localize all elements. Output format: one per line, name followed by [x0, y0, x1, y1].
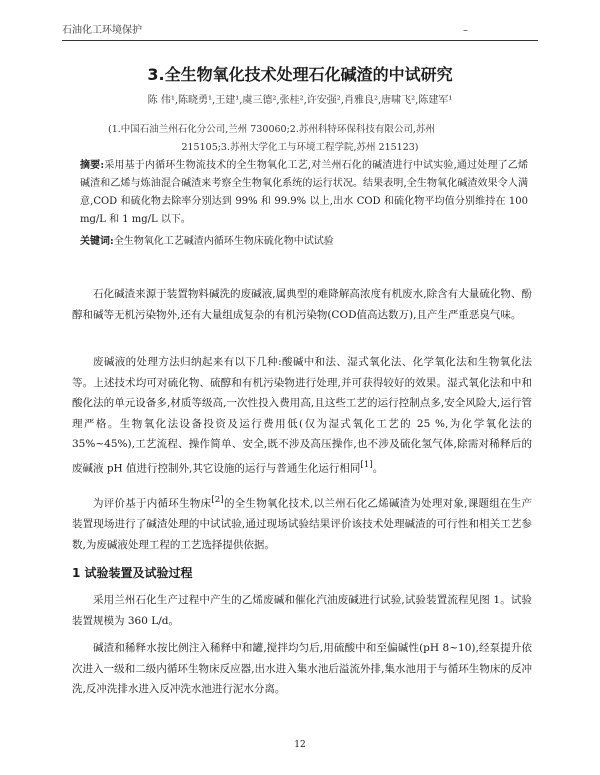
abstract-text: 采用基于内循环生物流技术的全生物氧化工艺,对兰州石化的碱渣进行中试实验,通过处理了乙烯碱渣和乙烯与炼油混合碱渣来考察全生物氧化系统的运行状况。结果表明,全生物氧化碱渣效果令人满意,COD 和硫化物去除率分别达到 99% 和 99.9% 以上,出水 COD 和硫化物平均值分别维持在 100 mg/L 和 1 mg/L 以下。	[80, 160, 528, 225]
body-paragraph-2	[72, 352, 532, 479]
body-paragraph-5: 碱渣和稀释水按比例注入稀释中和罐,搅拌均匀后,用硫酸中和至偏碱性(pH 8~10),经泵提升依次进入一级和二级内循环生物床反应器,出水进入集水池后溢流外排,集水池用于与循环生物床的反冲洗,反冲洗排水进入反冲洗水池进行泥水分离。	[72, 642, 532, 695]
keywords-text: 全生物氧化工艺碱渣内循环生物床硫化物中试试验	[113, 236, 334, 247]
paragraph-3-text: 的全生物氧化技术,以兰州石化乙烯碱渣为处理对象,课题组在生产装置现场进行了碱渣处理的中试试验,通过现场试验结果评价该技术处理碱渣的可行性和相关工艺参数,为废碱液处理工程的工艺选择提供依据。	[72, 497, 532, 551]
section-heading-1: 1 试验装置及试验过程	[72, 566, 193, 580]
paragraph-3-lead: 为评价基于内循环生物床	[93, 497, 212, 510]
running-header	[62, 24, 538, 41]
affiliation-line-2: 215105;3.苏州大学化工与环境工程学院,苏州 215123)	[181, 142, 419, 153]
abstract-label: 摘要:	[80, 160, 105, 171]
page-number: 12	[294, 740, 306, 750]
citation-ref-1: [1]	[360, 459, 373, 470]
body-paragraph-4: 采用兰州石化生产过程中产生的乙烯废碱和催化汽油废碱进行试验,试验装置流程见图 1。试验装置规模为 360 L/d。	[72, 594, 532, 627]
keywords-label: 关键词:	[80, 236, 114, 247]
paper-title: 3.全生物氧化技术处理石化碱渣的中试研究	[147, 65, 453, 84]
paragraph-2-end: 。	[372, 462, 384, 474]
author-list: 陈 伟¹,陈晓勇¹,王建¹,虞三德²,张桂²,许安强²,肖雅良²,唐啸飞²,陈建军¹	[147, 95, 453, 106]
header-mark: –	[463, 25, 468, 36]
citation-ref-2: [2]	[211, 495, 224, 505]
body-paragraph-1: 石化碱渣来源于装置物料碱洗的废碱液,属典型的难降解高浓度有机废水,除含有大量硫化物、酚醇和碱等无机污染物外,还有大量组成复杂的有机污染物(COD值高达数万),且产生严重恶臭气味。	[72, 288, 532, 321]
abstract	[80, 157, 528, 229]
running-title: 石油化工环境保护	[62, 25, 142, 36]
body-paragraph-3	[72, 490, 532, 555]
paragraph-2-text: 废碱液的处理方法归纳起来有以下几种:酸碱中和法、湿式氧化法、化学氧化法和生物氧化法等。上述技术均可对硫化物、硫醇和有机污染物进行处理,并可获得较好的效果。湿式氧化法和中和酸化法的单元设备多,材质等级高,一次性投入费用高,且这些工艺的运行控制点多,安全风险大,运行管理严格。生物氧化法设备投资及运行费用低(仅为湿式氧化工艺的 25 %,为化学氧化法的 35%~45%),工艺流程、操作简单、安全,既不涉及高压操作,也不涉及硫化氢气体,除需对稀释后的废碱液 pH 值进行控制外,其它设施的运行与普通生化运行相同	[72, 356, 532, 474]
keywords	[80, 232, 528, 247]
affiliation-line-1: (1.中国石油兰州石化分公司,兰州 730060;2.苏州科特环保科技有限公司,苏州	[108, 124, 435, 135]
